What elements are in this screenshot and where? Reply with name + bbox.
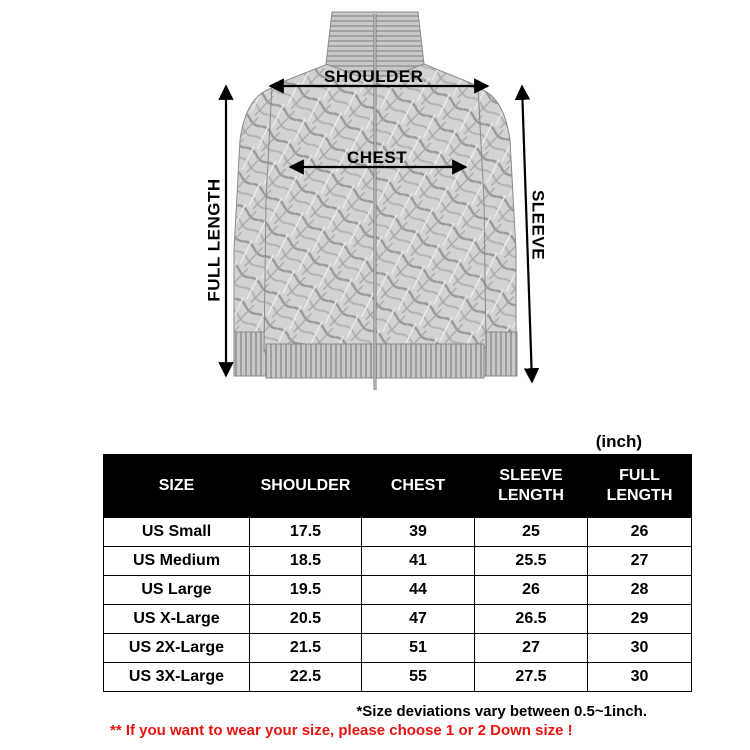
table-row	[104, 576, 692, 605]
cell-chest: 41	[362, 547, 475, 576]
cell-chest: 47	[362, 605, 475, 634]
size-chart-table	[103, 454, 692, 692]
header-sleeve-length: SLEEVE LENGTH	[475, 455, 588, 518]
right-cuff	[481, 332, 517, 376]
cell-shoulder: 17.5	[250, 518, 362, 547]
table-row	[104, 518, 692, 547]
cell-sleeve: 26.5	[475, 605, 588, 634]
cell-size: US Small	[104, 518, 250, 547]
shoulder-label: SHOULDER	[324, 67, 424, 86]
header-size: SIZE	[104, 455, 250, 518]
unit-note: (inch)	[595, 432, 642, 451]
table-row	[104, 663, 692, 692]
sleeve-label: SLEEVE	[528, 189, 548, 261]
table-row	[104, 605, 692, 634]
cell-size: US X-Large	[104, 605, 250, 634]
size-warning-note: ** If you want to wear your size, please choose 1 or 2 Down size !	[110, 722, 573, 739]
table-header-row	[104, 455, 692, 518]
header-full-length: FULL LENGTH	[588, 455, 692, 518]
cell-sleeve: 25	[475, 518, 588, 547]
cell-full-length: 30	[588, 634, 692, 663]
cell-chest: 39	[362, 518, 475, 547]
cell-full-length: 26	[588, 518, 692, 547]
cell-chest: 44	[362, 576, 475, 605]
table-row	[104, 634, 692, 663]
cell-full-length: 28	[588, 576, 692, 605]
cell-size: US Medium	[104, 547, 250, 576]
size-deviation-note: *Size deviations vary between 0.5~1inch.	[356, 703, 647, 720]
cell-full-length: 27	[588, 547, 692, 576]
cell-shoulder: 22.5	[250, 663, 362, 692]
cell-sleeve: 26	[475, 576, 588, 605]
cell-sleeve: 27.5	[475, 663, 588, 692]
cell-shoulder: 18.5	[250, 547, 362, 576]
cell-sleeve: 27	[475, 634, 588, 663]
cell-shoulder: 20.5	[250, 605, 362, 634]
cell-sleeve: 25.5	[475, 547, 588, 576]
cell-chest: 51	[362, 634, 475, 663]
cell-size: US 3X-Large	[104, 663, 250, 692]
header-chest: CHEST	[362, 455, 475, 518]
cell-chest: 55	[362, 663, 475, 692]
cell-size: US 2X-Large	[104, 634, 250, 663]
cell-shoulder: 19.5	[250, 576, 362, 605]
cell-full-length: 30	[588, 663, 692, 692]
cell-size: US Large	[104, 576, 250, 605]
cell-full-length: 29	[588, 605, 692, 634]
header-shoulder: SHOULDER	[250, 455, 362, 518]
chest-label: CHEST	[347, 148, 408, 167]
full-length-label: FULL LENGTH	[204, 178, 224, 302]
table-row	[104, 547, 692, 576]
cell-shoulder: 21.5	[250, 634, 362, 663]
